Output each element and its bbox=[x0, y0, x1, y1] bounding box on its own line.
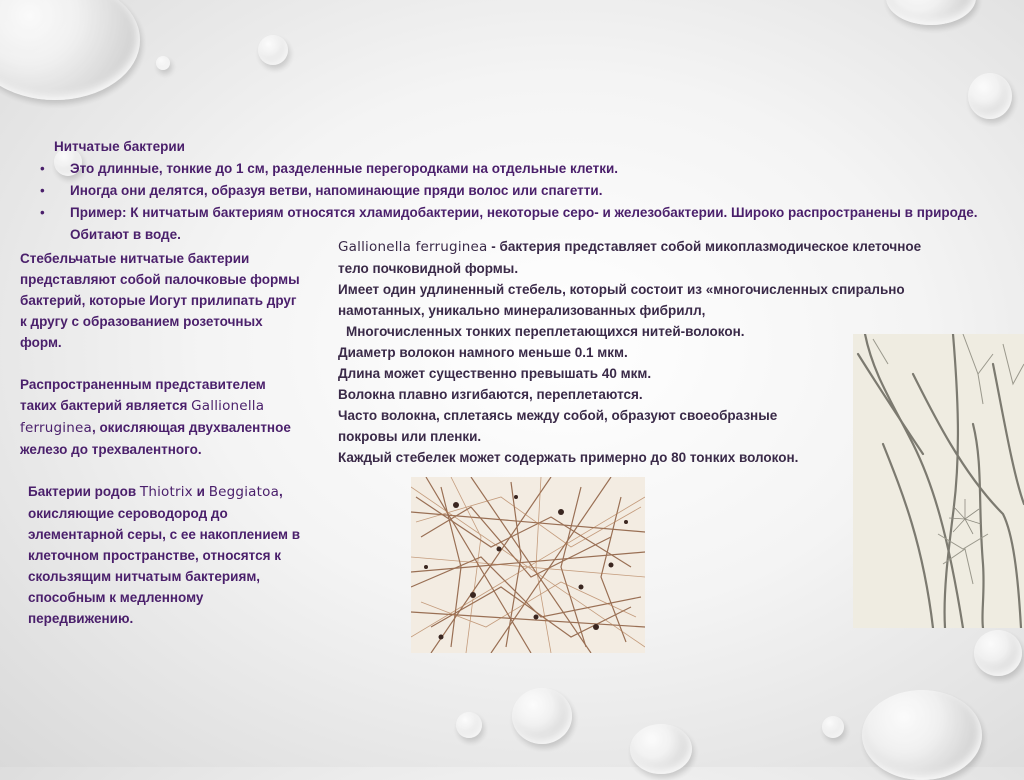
bullet-icon: • bbox=[40, 205, 45, 220]
water-drop bbox=[968, 73, 1012, 119]
text-line: Часто волокна, сплетаясь между собой, образуют своеобразные bbox=[338, 408, 778, 423]
bullet-text: Иногда они делятся, образуя ветви, напоминающие пряди волос или спагетти. bbox=[70, 183, 603, 198]
text-line: Gallionella ferruginea - бактерия представляет собой микоплазмодическое клеточное bbox=[338, 239, 922, 255]
text-line: тело почковидной формы. bbox=[338, 261, 519, 276]
water-drop bbox=[822, 716, 844, 738]
latin-name: Thiotrix bbox=[139, 484, 193, 500]
list-item bbox=[40, 180, 1024, 202]
paragraph: Стебельчатые нитчатые бактерии представляют собой палочковые формы бактерий, которые Иогут прилипать друг к другу с образованием розеточных форм. bbox=[20, 251, 300, 350]
water-drop bbox=[456, 712, 482, 738]
water-drop bbox=[974, 630, 1022, 676]
filament-bacteria-section bbox=[40, 136, 1024, 246]
water-drop bbox=[0, 0, 140, 100]
text-line: Многочисленных тонких переплетающихся нитей-волокон. bbox=[346, 324, 745, 339]
micrograph-image bbox=[411, 477, 645, 653]
text-line: Волокна плавно изгибаются, переплетаются. bbox=[338, 387, 643, 402]
bullet-list bbox=[40, 158, 1024, 246]
text-line: Имеет один удлиненный стебель, который состоит из «многочисленных спирально bbox=[338, 282, 905, 297]
bacteria-micrograph bbox=[411, 477, 645, 653]
water-drop bbox=[886, 0, 976, 25]
gallionella-description bbox=[338, 236, 922, 468]
stalk-bacteria-column bbox=[20, 248, 300, 629]
latin-name: Gallionella ferruginea bbox=[338, 239, 488, 255]
text-line: Диаметр волокон намного меньше 0.1 мкм. bbox=[338, 345, 628, 360]
text-line: покровы или пленки. bbox=[338, 429, 482, 444]
paragraph: Распространенным представителем таких бактерий является Gallionella ferruginea, окисляющая двухвалентное железо до трехвалентного. bbox=[20, 377, 291, 457]
list-item bbox=[40, 158, 1024, 180]
text-line: Каждый стебелек может содержать примерно до 80 тонких волокон. bbox=[338, 450, 799, 465]
latin-name: Gallionella ferruginea bbox=[20, 398, 265, 436]
gallionella-drawing bbox=[853, 334, 1024, 628]
paragraph: Бактерии родов Thiotrix и Beggiatoa, окисляющие сероводород до элементарной серы, с ее накоплением в клеточном пространстве, относятся к скользящим нитчатым бактериям, способным к медленному передвижению. bbox=[28, 484, 300, 626]
drawing-image bbox=[853, 334, 1024, 628]
water-drop bbox=[156, 56, 170, 70]
bullet-icon: • bbox=[40, 161, 45, 176]
water-drop bbox=[258, 35, 288, 65]
latin-name: Beggiatoa bbox=[208, 484, 280, 500]
text-line: намотанных, уникально минерализованных фибрилл, bbox=[338, 303, 706, 318]
bullet-text: Пример: К нитчатым бактериям относятся хламидобактерии, некоторые серо- и железобактерии. Широко распространены в природе. Обитают в воде. bbox=[70, 205, 978, 242]
section-heading: Нитчатые бактерии bbox=[54, 139, 185, 154]
text-line: Длина может существенно превышать 40 мкм. bbox=[338, 366, 652, 381]
bullet-icon: • bbox=[40, 183, 45, 198]
water-drop bbox=[512, 688, 572, 744]
bullet-text: Это длинные, тонкие до 1 см, разделенные перегородками на отдельные клетки. bbox=[70, 161, 619, 176]
